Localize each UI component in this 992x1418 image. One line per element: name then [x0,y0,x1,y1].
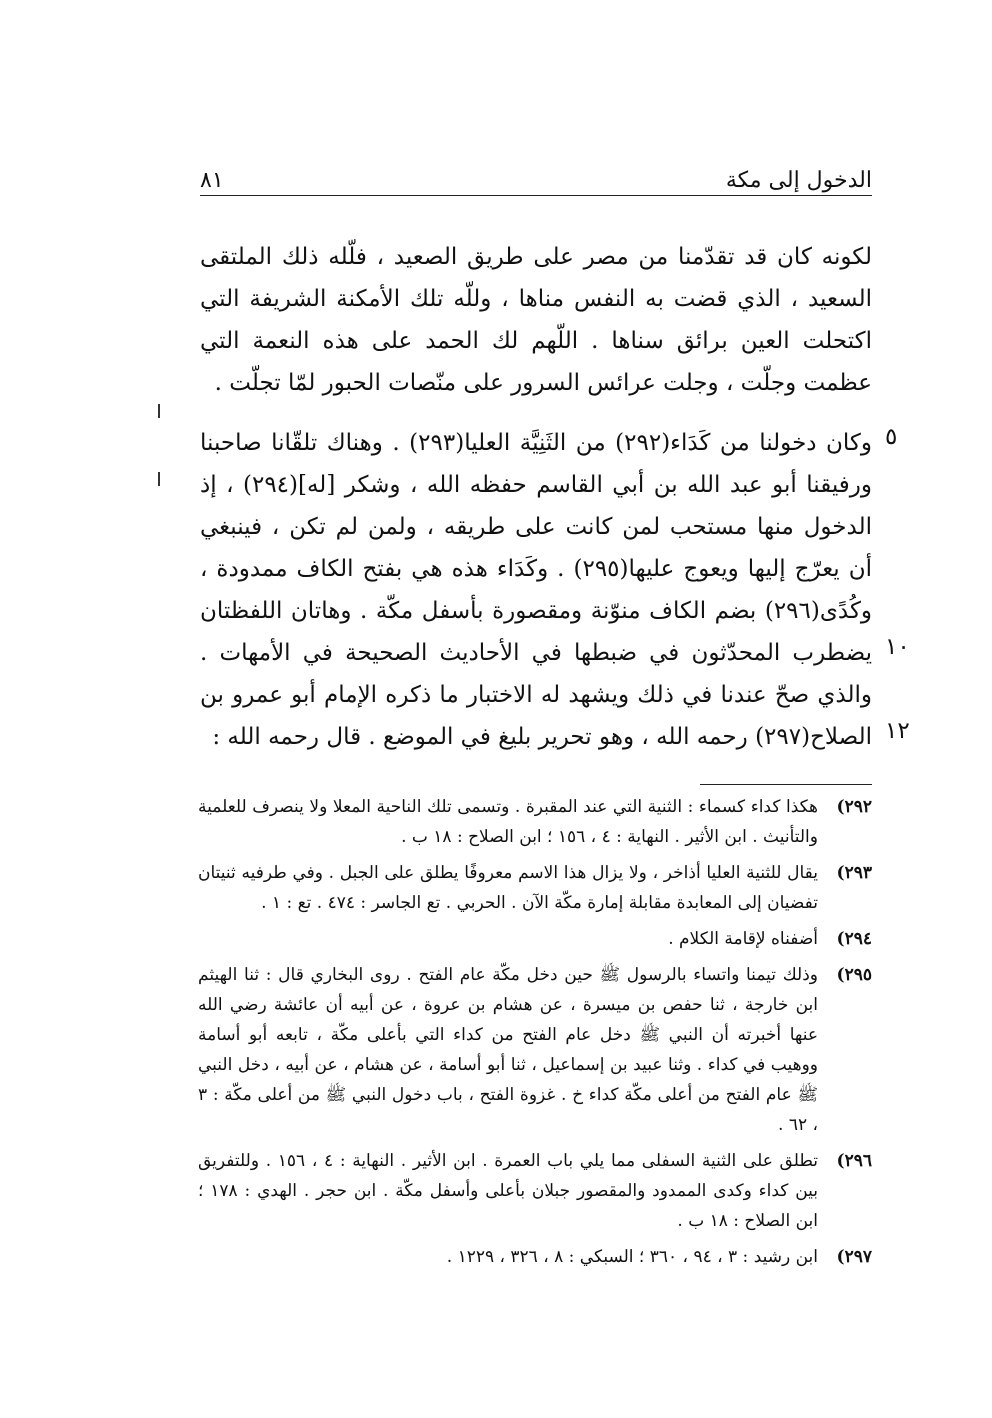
margin-mark [158,404,160,418]
footnote [198,858,872,918]
page-number: ٨١ [200,168,224,193]
line-number-10: ١٠ [885,634,910,660]
footnote-number: ٢٩٦) [836,1151,872,1171]
footnote-text: أضفناه لإقامة الكلام . [668,929,818,949]
footnote-number: ٢٩٥) [836,965,872,985]
footnote-text: وذلك تيمنا واتساء بالرسول ﷺ حين دخل مكّة عام الفتح . روى البخاري قال : ثنا الهيثم ابن خارجة ، ثنا حفص بن ميسرة ، عن هشام بن عروة ، عن أبيه أن عائشة رضي الله عنها أخبرته أن النبي ﷺ دخل عام الفتح من كداء التي بأعلى مكّة ، تابعه أبو أسامة ووهيب في كداء . وثنا عبيد بن إسماعيل ، ثنا أبو أسامة ، عن هشام ، عن أبيه ، دخل النبي ﷺ عام الفتح من أعلى مكّة كداء خ . غزوة الفتح ، باب دخول النبي ﷺ من أعلى مكّة : ٣ ، ٦٢ . [198,965,818,1135]
footnote-text: تطلق على الثنية السفلى مما يلي باب العمرة . ابن الأثير . النهاية : ٤ ، ١٥٦ . وللتفريق بين كداء وكدى الممدود والمقصور جبلان بأعلى وأسفل مكّة . ابن حجر . الهدي : ١٧٨ ؛ ابن الصلاح : ١٨ ب . [198,1151,819,1231]
footnote-text: يقال للثنية العليا أذاخر ، ولا يزال هذا الاسم معروفًا يطلق على الجبل . وفي طرفيه ثنيتان تفضيان إلى المعابدة مقابلة إمارة مكّة الآن . الحربي . تع الجاسر : ٤٧٤ . تع : ١ . [198,863,818,913]
footnote-number: ٢٩٤) [836,929,872,949]
footnotes [198,792,872,1278]
chapter-title: الدخول إلى مكة [725,168,872,193]
footnote [198,792,872,852]
line-number-5: ٥ [885,424,898,450]
main-text [200,236,872,758]
footnote-number: ٢٩٧) [836,1247,872,1267]
footnote-text: هكذا كداء كسماء : الثنية التي عند المقبرة . وتسمى تلك الناحية المعلا ولا ينصرف للعلمية والتأنيث . ابن الأثير . النهاية : ٤ ، ١٥٦ ؛ ابن الصلاح : ١٨ ب . [198,797,818,847]
footnote-number: ٢٩٣) [836,863,872,883]
footnote [198,1242,872,1272]
footnote [198,1146,872,1236]
line-number-12: ١٢ [885,718,910,744]
running-head [200,153,872,193]
footnote [198,924,872,954]
footnote-text: ابن رشيد : ٣ ، ٩٤ ، ٣٦٠ ؛ السبكي : ٨ ، ٣٢٦ ، ١٢٢٩ . [446,1247,818,1267]
footnote-number: ٢٩٢) [836,797,872,817]
paragraph-1: لكونه كان قد تقدّمنا من مصر على طريق الصعيد ، فلّله ذلك الملتقى السعيد ، الذي قضت به النفس مناها ، وللّه تلك الأمكنة الشريفة التي اكتحلت العين برائق سناها . اللّهم لك الحمد على هذه النعمة التي عظمت وجلّت ، وجلت عرائس السرور على منّصات الحبور لمّا تجلّت . [200,244,872,396]
paragraph-2: وكان دخولنا من كَدَاء(٢٩٢) من الثَنِيَّة العليا(٢٩٣) . وهناك تلقّانا صاحبنا ورفيقنا أبو عبد الله بن أبي القاسم حفظه الله ، وشكر [له](٢٩٤) ، إذ الدخول منها مستحب لمن كانت على طريقه ، ولمن لم تكن ، فينبغي أن يعرّج إليها ويعوج عليها(٢٩٥) . وكَدَاء هذه هي بفتح الكاف ممدودة ، وكُدًى(٢٩٦) بضم الكاف منوّنة ومقصورة بأسفل مكّة . وهاتان اللفظتان يضطرب المحدّثون في ضبطها في الأحاديث الصحيحة في الأمهات . والذي صحّ عندنا في ذلك ويشهد له الاختبار ما ذكره الإمام أبو عمرو بن الصلاح(٢٩٧) رحمه الله ، وهو تحرير بليغ في الموضع . قال رحمه الله : [200,430,872,750]
footnote [198,960,872,1140]
margin-mark [158,472,160,486]
footnote-rule [700,784,872,785]
header-rule [200,195,872,196]
